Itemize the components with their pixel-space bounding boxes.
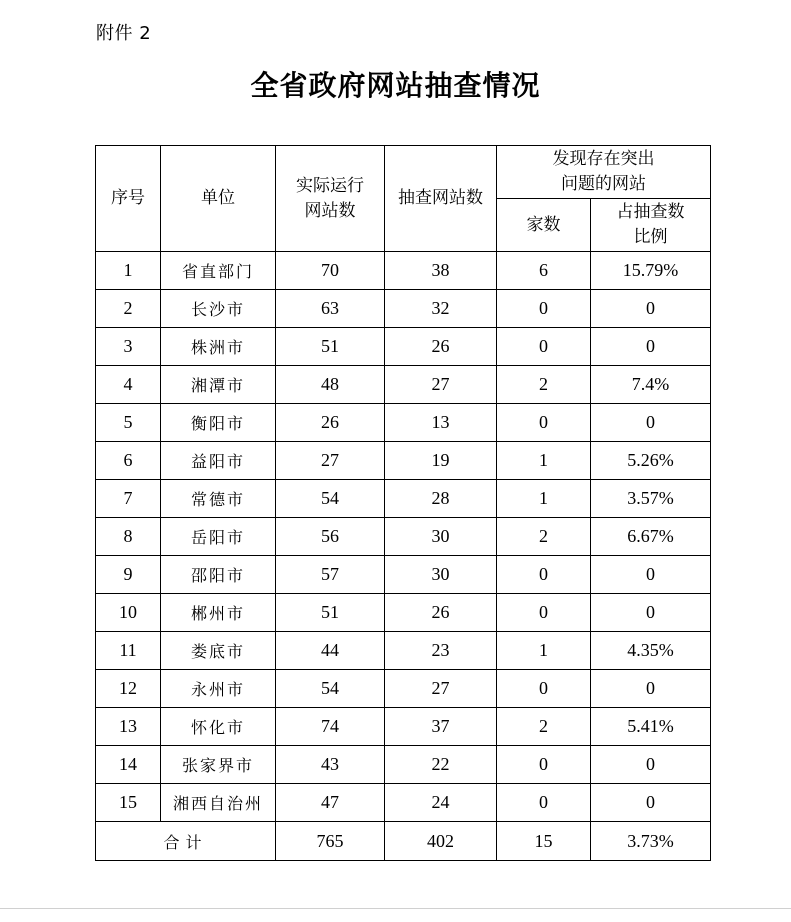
- total-count: 15: [497, 822, 591, 861]
- cell-unit: 怀化市: [161, 708, 276, 746]
- cell-unit: 益阳市: [161, 442, 276, 480]
- cell-seq: 8: [96, 518, 161, 556]
- cell-ratio: 5.41%: [591, 708, 711, 746]
- cell-sampled: 23: [385, 632, 497, 670]
- attachment-label: 附件 2: [96, 23, 152, 44]
- table-row: [96, 480, 711, 518]
- table-row: [96, 594, 711, 632]
- cell-count: 6: [497, 252, 591, 290]
- cell-sampled: 32: [385, 290, 497, 328]
- table-row: [96, 556, 711, 594]
- cell-operating: 54: [276, 670, 385, 708]
- cell-unit: 株洲市: [161, 328, 276, 366]
- cell-count: 0: [497, 594, 591, 632]
- page-bottom-divider: [0, 908, 791, 909]
- cell-count: 0: [497, 784, 591, 822]
- cell-ratio: 3.57%: [591, 480, 711, 518]
- total-row: [96, 822, 711, 861]
- header-count: 家数: [497, 199, 591, 252]
- cell-unit: 衡阳市: [161, 404, 276, 442]
- cell-unit: 湘潭市: [161, 366, 276, 404]
- cell-count: 1: [497, 480, 591, 518]
- cell-operating: 70: [276, 252, 385, 290]
- cell-seq: 7: [96, 480, 161, 518]
- cell-count: 2: [497, 518, 591, 556]
- cell-seq: 5: [96, 404, 161, 442]
- table-row: [96, 366, 711, 404]
- cell-ratio: 15.79%: [591, 252, 711, 290]
- table-row: [96, 290, 711, 328]
- header-unit: 单位: [161, 146, 276, 252]
- cell-count: 0: [497, 404, 591, 442]
- table-row: [96, 670, 711, 708]
- cell-sampled: 13: [385, 404, 497, 442]
- table-row: [96, 518, 711, 556]
- cell-ratio: 5.26%: [591, 442, 711, 480]
- cell-operating: 26: [276, 404, 385, 442]
- cell-unit: 邵阳市: [161, 556, 276, 594]
- cell-unit: 永州市: [161, 670, 276, 708]
- cell-ratio: 0: [591, 404, 711, 442]
- cell-sampled: 30: [385, 556, 497, 594]
- cell-ratio: 0: [591, 670, 711, 708]
- cell-ratio: 0: [591, 556, 711, 594]
- header-row-top: [96, 146, 711, 199]
- cell-sampled: 30: [385, 518, 497, 556]
- cell-sampled: 27: [385, 366, 497, 404]
- cell-count: 0: [497, 290, 591, 328]
- cell-sampled: 38: [385, 252, 497, 290]
- cell-unit: 娄底市: [161, 632, 276, 670]
- cell-seq: 6: [96, 442, 161, 480]
- table-row: [96, 252, 711, 290]
- cell-seq: 11: [96, 632, 161, 670]
- cell-count: 0: [497, 670, 591, 708]
- cell-sampled: 28: [385, 480, 497, 518]
- total-operating: 765: [276, 822, 385, 861]
- cell-operating: 47: [276, 784, 385, 822]
- cell-operating: 51: [276, 328, 385, 366]
- cell-ratio: 0: [591, 290, 711, 328]
- table-row: [96, 784, 711, 822]
- cell-unit: 常德市: [161, 480, 276, 518]
- inspection-table: [95, 145, 711, 861]
- cell-seq: 1: [96, 252, 161, 290]
- cell-seq: 3: [96, 328, 161, 366]
- cell-operating: 63: [276, 290, 385, 328]
- cell-operating: 48: [276, 366, 385, 404]
- header-seq: 序号: [96, 146, 161, 252]
- header-operating: 实际运行 网站数: [276, 146, 385, 252]
- table-row: [96, 632, 711, 670]
- cell-seq: 9: [96, 556, 161, 594]
- cell-unit: 岳阳市: [161, 518, 276, 556]
- table-body: [96, 252, 711, 822]
- cell-unit: 长沙市: [161, 290, 276, 328]
- cell-unit: 省直部门: [161, 252, 276, 290]
- table-row: [96, 708, 711, 746]
- cell-operating: 27: [276, 442, 385, 480]
- cell-ratio: 0: [591, 746, 711, 784]
- cell-operating: 74: [276, 708, 385, 746]
- cell-operating: 44: [276, 632, 385, 670]
- cell-count: 0: [497, 556, 591, 594]
- cell-ratio: 0: [591, 328, 711, 366]
- cell-sampled: 37: [385, 708, 497, 746]
- cell-seq: 4: [96, 366, 161, 404]
- cell-sampled: 27: [385, 670, 497, 708]
- cell-seq: 10: [96, 594, 161, 632]
- total-sampled: 402: [385, 822, 497, 861]
- cell-ratio: 0: [591, 594, 711, 632]
- cell-sampled: 24: [385, 784, 497, 822]
- cell-sampled: 22: [385, 746, 497, 784]
- cell-unit: 张家界市: [161, 746, 276, 784]
- total-label: 合计: [96, 822, 276, 861]
- cell-seq: 12: [96, 670, 161, 708]
- header-problem-group: 发现存在突出 问题的网站: [497, 146, 711, 199]
- table-row: [96, 328, 711, 366]
- cell-operating: 56: [276, 518, 385, 556]
- cell-operating: 54: [276, 480, 385, 518]
- cell-seq: 2: [96, 290, 161, 328]
- cell-unit: 郴州市: [161, 594, 276, 632]
- table-row: [96, 404, 711, 442]
- total-ratio: 3.73%: [591, 822, 711, 861]
- cell-sampled: 19: [385, 442, 497, 480]
- cell-ratio: 7.4%: [591, 366, 711, 404]
- cell-sampled: 26: [385, 328, 497, 366]
- header-ratio: 占抽查数 比例: [591, 199, 711, 252]
- cell-operating: 43: [276, 746, 385, 784]
- cell-seq: 14: [96, 746, 161, 784]
- cell-seq: 13: [96, 708, 161, 746]
- cell-ratio: 0: [591, 784, 711, 822]
- cell-unit: 湘西自治州: [161, 784, 276, 822]
- cell-seq: 15: [96, 784, 161, 822]
- cell-ratio: 6.67%: [591, 518, 711, 556]
- cell-operating: 51: [276, 594, 385, 632]
- header-sampled: 抽查网站数: [385, 146, 497, 252]
- cell-count: 0: [497, 746, 591, 784]
- cell-count: 0: [497, 328, 591, 366]
- cell-count: 1: [497, 632, 591, 670]
- cell-sampled: 26: [385, 594, 497, 632]
- table-row: [96, 746, 711, 784]
- cell-ratio: 4.35%: [591, 632, 711, 670]
- cell-operating: 57: [276, 556, 385, 594]
- table-row: [96, 442, 711, 480]
- cell-count: 2: [497, 708, 591, 746]
- cell-count: 2: [497, 366, 591, 404]
- document-title: 全省政府网站抽查情况: [250, 69, 541, 102]
- cell-count: 1: [497, 442, 591, 480]
